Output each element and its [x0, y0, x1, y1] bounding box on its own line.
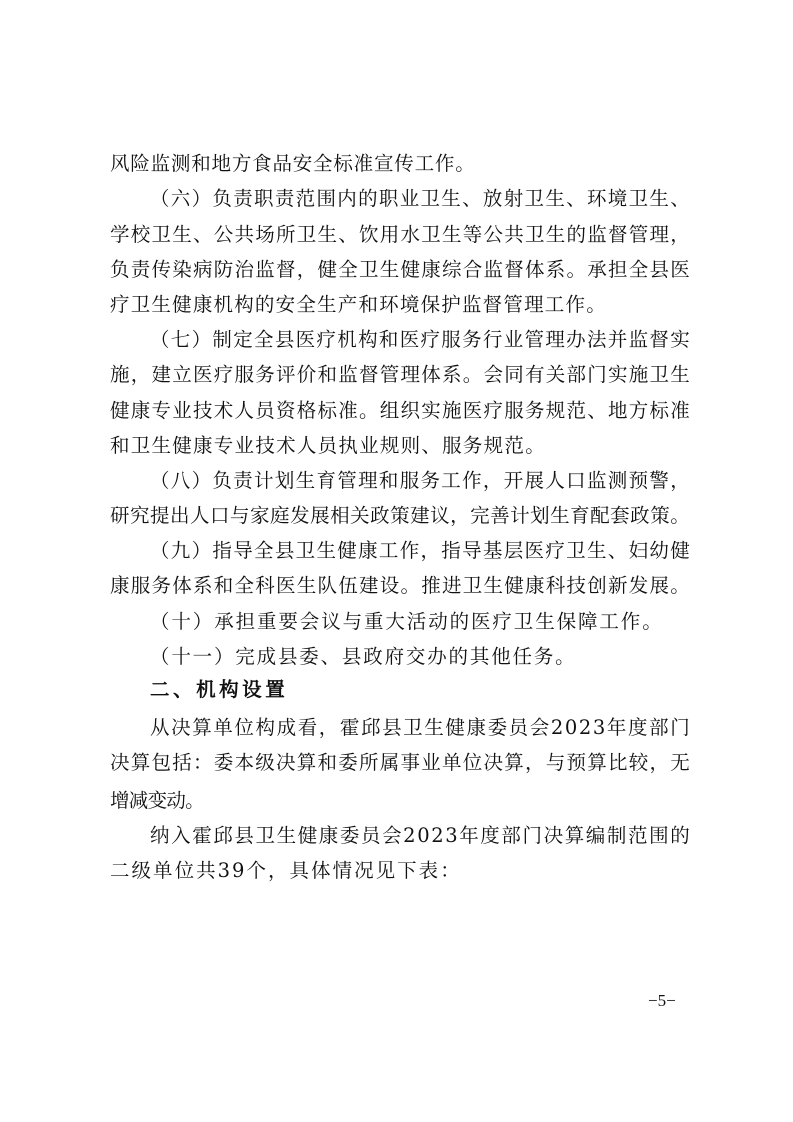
- paragraph-line: 纳入霍邱县卫生健康委员会2023年度部门决算编制范围的: [150, 824, 692, 847]
- paragraph-line: 施，建立医疗服务评价和监督管理体系。会同有关部门实施卫生: [110, 363, 691, 386]
- paragraph-line: 和卫生健康专业技术人员执业规则、服务规范。: [110, 434, 546, 457]
- paragraph-line: 康服务体系和全科医生队伍建设。推进卫生健康科技创新发展。: [110, 574, 691, 597]
- paragraph-line: 负责传染病防治监督，健全卫生健康综合监督体系。承担全县医: [110, 258, 691, 281]
- paragraph-line: 从决算单位构成看，霍邱县卫生健康委员会2023年度部门: [150, 716, 692, 739]
- paragraph-line: 疗卫生健康机构的安全生产和环境保护监督管理工作。: [110, 293, 607, 316]
- paragraph-line: （十）承担重要会议与重大活动的医疗卫生保障工作。: [150, 610, 664, 633]
- paragraph-line: （八）负责计划生育管理和服务工作，开展人口监测预警，: [150, 469, 691, 492]
- paragraph-line: 增减变动。: [110, 789, 204, 812]
- paragraph-line: 决算包括：委本级决算和委所属事业单位决算，与预算比较，无: [110, 751, 691, 774]
- paragraph-line: （十一）完成县委、县政府交办的其他任务。: [150, 645, 577, 668]
- paragraph-line: 健康专业技术人员资格标准。组织实施医疗服务规范、地方标准: [110, 399, 691, 422]
- paragraph-line: （六）负责职责范围内的职业卫生、放射卫生、环境卫生、: [150, 187, 691, 210]
- paragraph-line: 研究提出人口与家庭发展相关政策建议，完善计划生育配套政策。: [110, 504, 691, 527]
- paragraph-line: 二级单位共39个，具体情况见下表：: [110, 859, 462, 882]
- paragraph-line: 风险监测和地方食品安全标准宣传工作。: [110, 152, 476, 175]
- paragraph-line: 学校卫生、公共场所卫生、饮用水卫生等公共卫生的监督管理，: [110, 223, 691, 246]
- paragraph-line: （七）制定全县医疗机构和医疗服务行业管理办法并监督实: [150, 328, 691, 351]
- paragraph-line: （九）指导全县卫生健康工作，指导基层医疗卫生、妇幼健: [150, 539, 691, 562]
- section-heading: 二、机构设置: [150, 678, 289, 701]
- page-number: −5−: [648, 991, 676, 1010]
